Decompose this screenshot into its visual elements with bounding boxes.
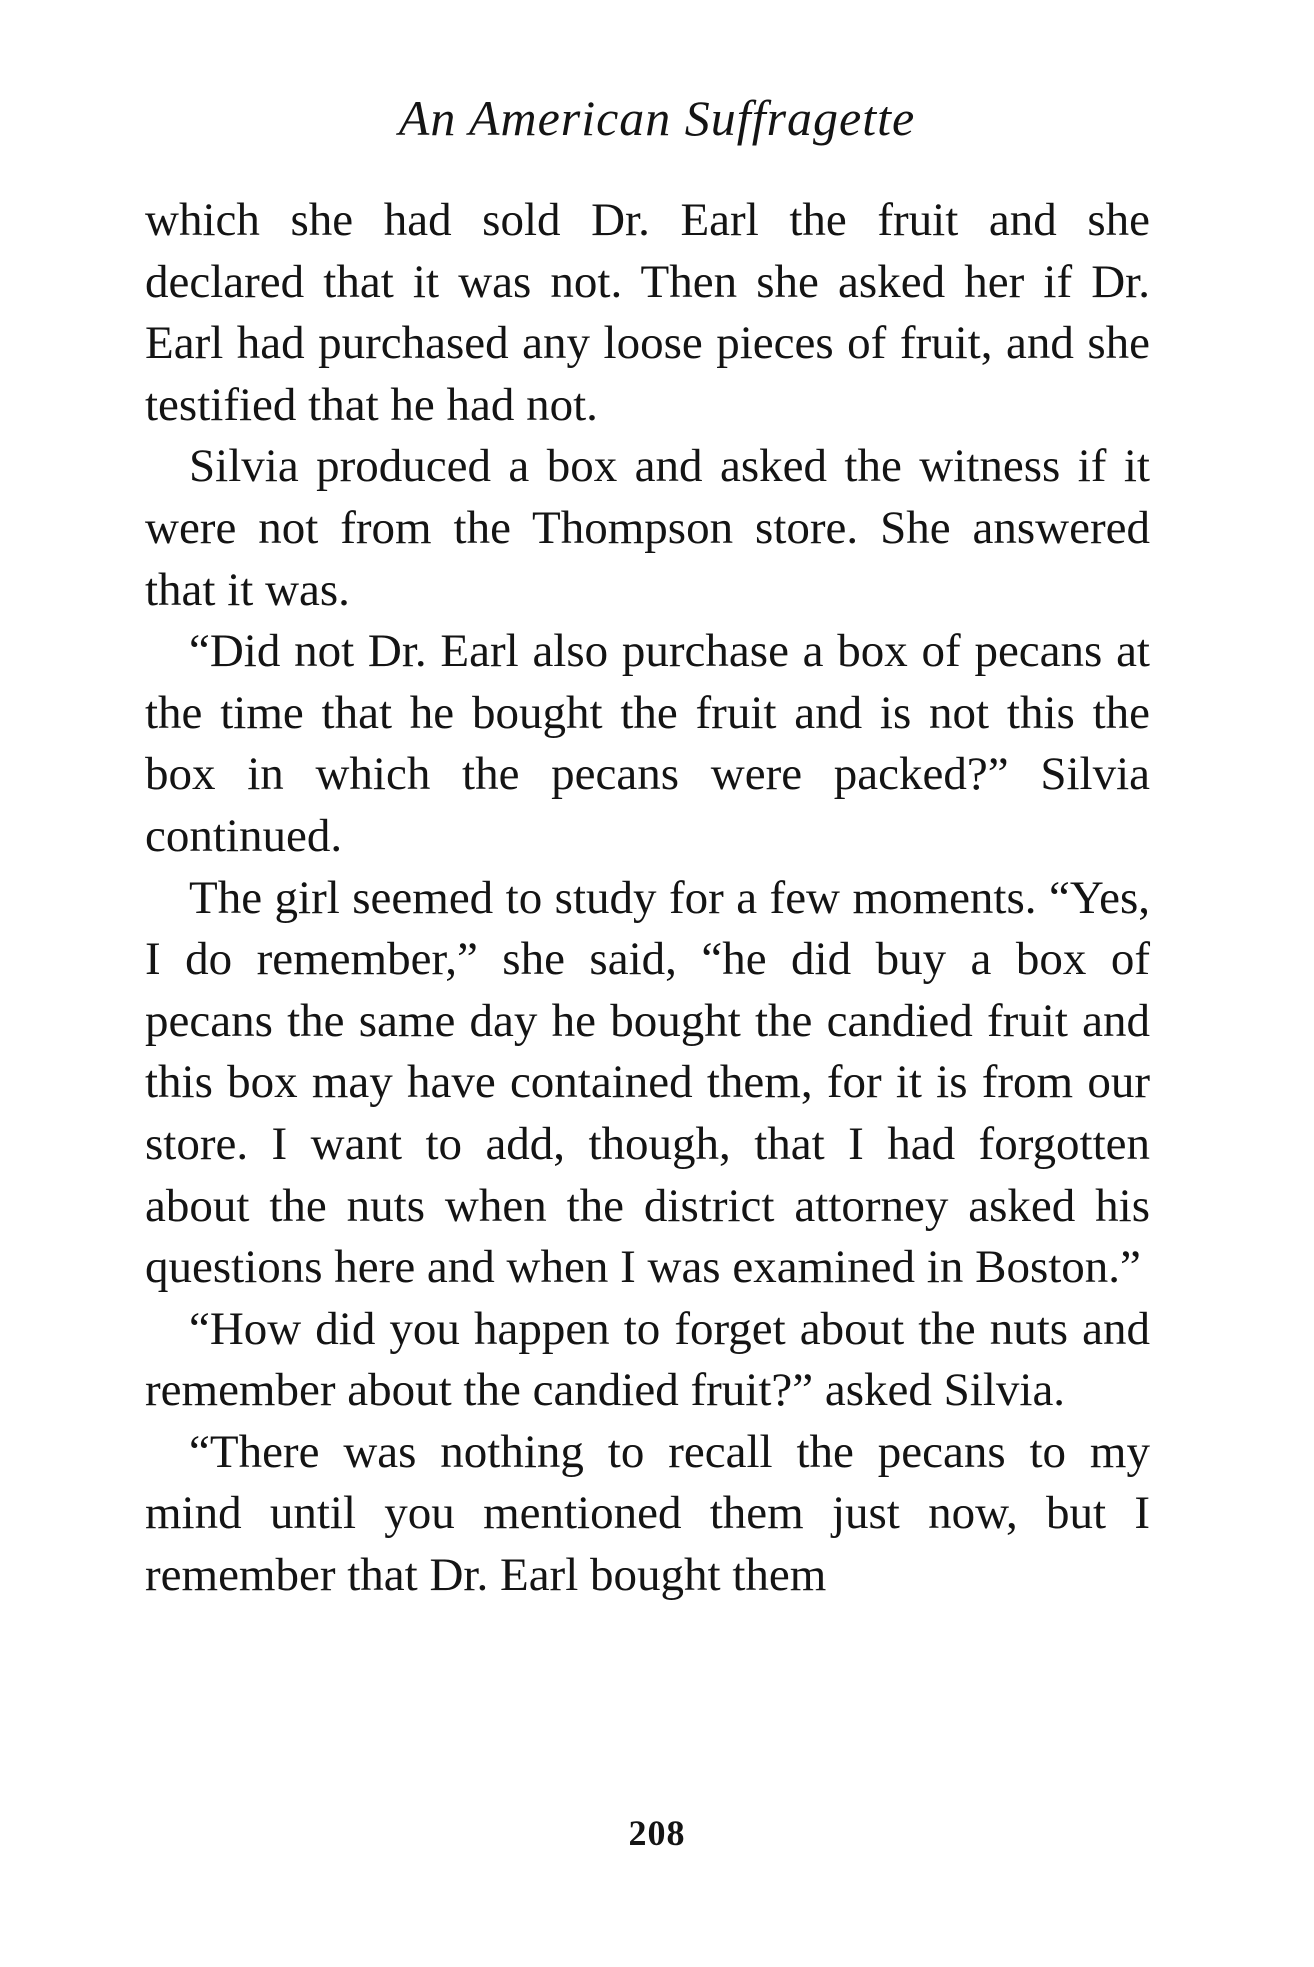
paragraph: “There was nothing to recall the pecans to my mind until you mentioned them just now, but I remember that Dr. Earl bought them [145, 1425, 1150, 1602]
paragraph: “Did not Dr. Earl also purchase a box of pecans at the time that he bought the fruit and is not this the box in which the pecans were packed?” Silvia continued. [145, 625, 1150, 862]
body-text [145, 190, 1150, 1607]
page-number: 208 [628, 1813, 686, 1853]
paragraph: The girl seemed to study for a few moments. “Yes, I do remember,” she said, “he did buy a box of pecans the same day he bought the candied fruit and this box may have contained them, for it is from our store. I want to add, though, that I had forgotten about the nuts when the district attorney asked his questions here and when I was examined in Boston.” [145, 871, 1150, 1294]
paragraph-continuation: which she had sold Dr. Earl the fruit and she declared that it was not. Then she asked her if Dr. Earl had purchased any loose pieces of fruit, and she testified that he had not. [145, 194, 1150, 431]
paragraph: “How did you happen to forget about the nuts and remember about the candied fruit?” asked Silvia. [145, 1302, 1150, 1417]
running-head: An American Suffragette [398, 90, 916, 146]
paragraph: Silvia produced a box and asked the witness if it were not from the Thompson store. She answered that it was. [145, 440, 1150, 616]
